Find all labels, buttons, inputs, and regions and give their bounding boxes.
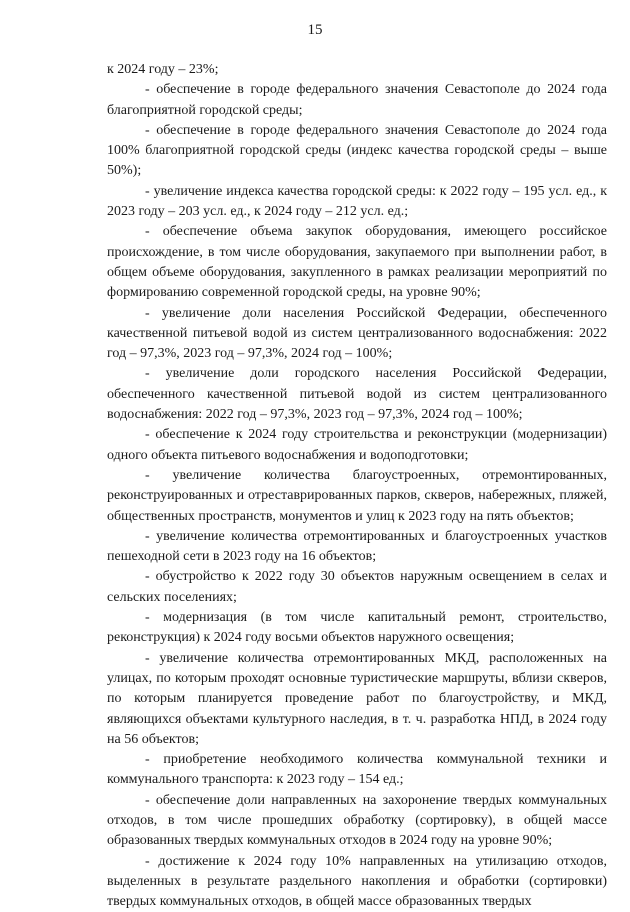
list-item: - обеспечение объема закупок оборудования, имеющего российское происхождение, в том числе оборудования, закупаемого при выполнении работ, в общем объеме оборудования, закупленного в рамках реализации мероприятий по формированию современной городской среды, на уровне 90%; (107, 224, 607, 301)
list-item: - увеличение доли городского населения Российской Федерации, обеспеченного качественной питьевой водой из систем централизованного водоснабжения: 2022 год – 97,3%, 2023 год – 97,3%, 2024 год – 100%; (107, 366, 607, 423)
list-item: - обеспечение доли направленных на захоронение твердых коммунальных отходов, в том числе прошедших обработку (сортировку), в общей массе образованных твердых коммунальных отходов в 2024 году на уровне 90%; (107, 792, 607, 849)
list-item: - увеличение количества отремонтированных и благоустроенных участков пешеходной сети в 2023 году на 16 объектов; (107, 528, 607, 565)
list-item: - увеличение количества отремонтированных МКД, расположенных на улицах, по которым проходят основные туристические маршруты, вблизи скверов, по которым планируется проведение работ по благоустройству, и МКД, являющихся объектами культурного наследия, в т. ч. разработка НПД, в 2024 году на 56 объектов; (107, 650, 607, 747)
list-item: - увеличение количества благоустроенных, отремонтированных, реконструированных и отреставрированных парков, скверов, набережных, пляжей, общественных пространств, монументов и улиц к 2023 году на пять объектов; (107, 467, 607, 524)
list-item: - увеличение индекса качества городской среды: к 2022 году – 195 усл. ед., к 2023 году – 203 усл. ед., к 2024 году – 212 усл. ед.; (107, 183, 607, 220)
list-item: - достижение к 2024 году 10% направленных на утилизацию отходов, выделенных в результате раздельного накопления и обработки (сортировки) твердых коммунальных отходов, в общей массе образованных твердых (107, 853, 607, 910)
list-item: - приобретение необходимого количества коммунальной техники и коммунального транспорта: к 2023 году – 154 ед.; (107, 752, 607, 788)
paragraph-continuation: к 2024 году – 23%; (107, 62, 219, 77)
page-number: 15 (307, 22, 323, 38)
list-item: - увеличение доли населения Российской Федерации, обеспеченного качественной питьевой водой из систем централизованного водоснабжения: 2022 год – 97,3%, 2023 год – 97,3%, 2024 год – 100%; (107, 305, 607, 362)
list-item: - обеспечение в городе федерального значения Севастополе до 2024 года 100% благоприятной городской среды (индекс качества городской среды – выше 50%); (107, 122, 607, 179)
list-item: - обеспечение в городе федерального значения Севастополе до 2024 года благоприятной городской среды; (107, 82, 607, 118)
document-body (107, 60, 607, 912)
list-item: - обеспечение к 2024 году строительства и реконструкции (модернизации) одного объекта питьевого водоснабжения и водоподготовки; (107, 427, 607, 463)
list-item: - обустройство к 2022 году 30 объектов наружным освещением в селах и сельских поселениях; (107, 569, 607, 605)
list-item: - модернизация (в том числе капитальный ремонт, строительство, реконструкция) к 2024 году восьми объектов наружного освещения; (107, 610, 607, 646)
